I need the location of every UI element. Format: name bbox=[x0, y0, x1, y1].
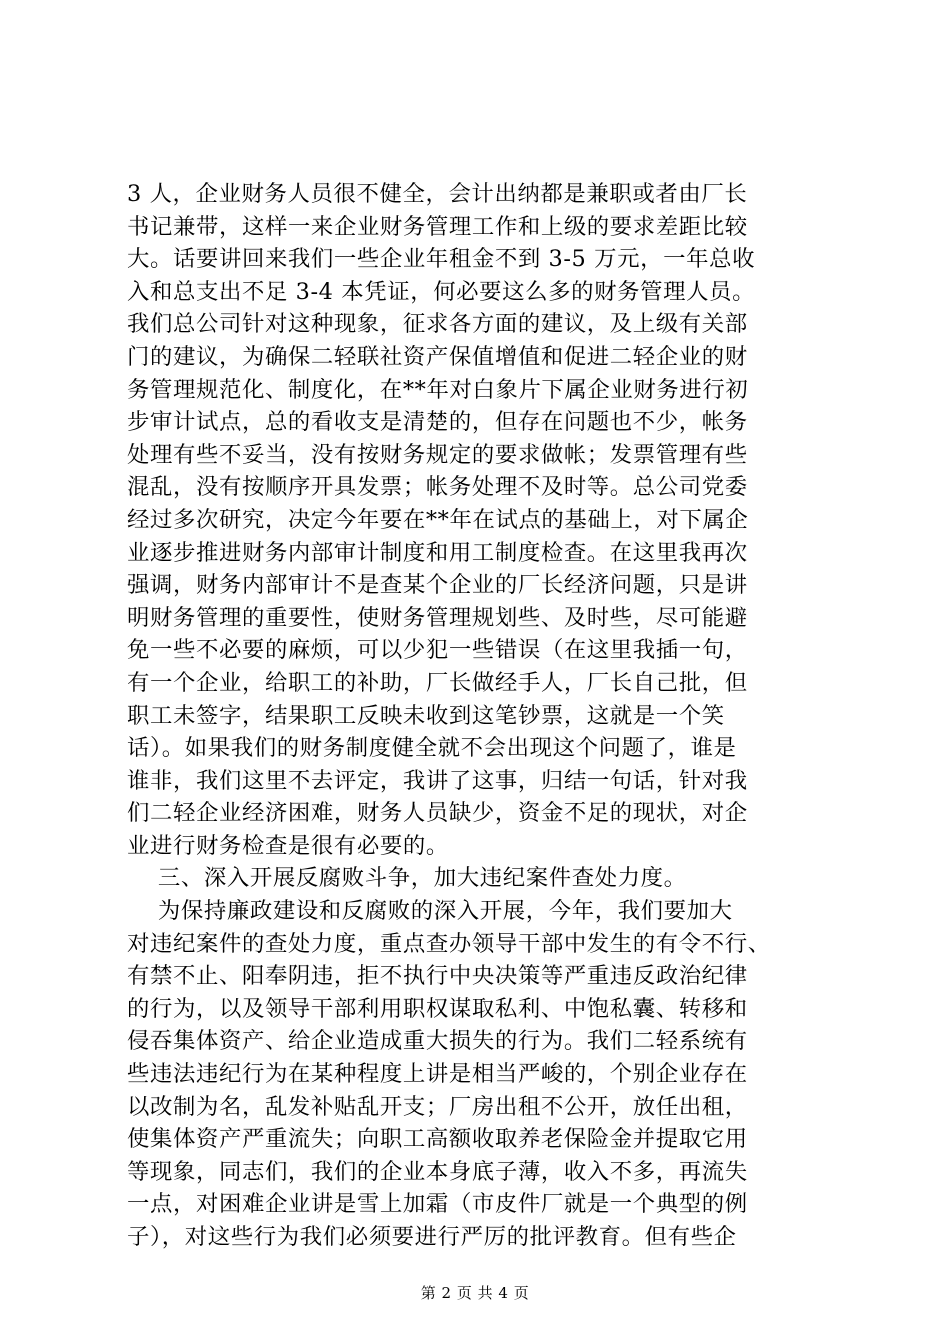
text-line: 子），对这些行为我们必须要进行严厉的批评教育。但有些企 bbox=[127, 1224, 737, 1250]
text-line: 侵吞集体资产、给企业造成重大损失的行为。我们二轻系统有 bbox=[127, 1028, 748, 1055]
text-line: 业逐步推进财务内部审计制度和用工制度检查。在这里我再次 bbox=[127, 539, 748, 566]
page-footer bbox=[0, 1283, 950, 1303]
text-line: 步审计试点，总的看收支是清楚的，但存在问题也不少，帐务 bbox=[127, 409, 748, 436]
text-line: 明财务管理的重要性，使财务管理规划些、及时些，尽可能避 bbox=[127, 604, 748, 631]
text-line: 职工未签字，结果职工反映未收到这笔钞票，这就是一个笑 bbox=[127, 702, 725, 729]
text-line: 有一个企业，给职工的补助，厂长做经手人，厂长自己批，但 bbox=[127, 669, 748, 696]
text-line: 书记兼带，这样一来企业财务管理工作和上级的要求差距比较 bbox=[127, 213, 748, 240]
text-line: 谁非，我们这里不去评定，我讲了这事，归结一句话，针对我 bbox=[127, 767, 748, 794]
page-number: 第 2 页 共 4 页 bbox=[420, 1284, 530, 1302]
text-line: 强调，财务内部审计不是查某个企业的厂长经济问题，只是讲 bbox=[127, 572, 748, 599]
text-line: 话）。如果我们的财务制度健全就不会出现这个问题了，谁是 bbox=[127, 735, 737, 762]
text-line: 以改制为名，乱发补贴乱开支；厂房出租不公开，放任出租， bbox=[127, 1093, 748, 1120]
text-line: 些违法违纪行为在某种程度上讲是相当严峻的，个别企业存在 bbox=[127, 1061, 748, 1088]
text-line: 使集体资产严重流失；向职工高额收取养老保险金并提取它用 bbox=[127, 1126, 748, 1153]
text-line: 经过多次研究，决定今年要在**年在试点的基础上，对下属企 bbox=[127, 506, 749, 533]
text-line: 混乱，没有按顺序开具发票；帐务处理不及时等。总公司党委 bbox=[127, 474, 748, 501]
text-line: 务管理规范化、制度化，在**年对白象片下属企业财务进行初 bbox=[127, 376, 749, 403]
text-line: 有禁不止、阳奉阴违，拒不执行中央决策等严重违反政治纪律 bbox=[127, 963, 748, 990]
text-line: 三、深入开展反腐败斗争，加大违纪案件查处力度。 bbox=[127, 865, 687, 892]
text-line: 等现象，同志们，我们的企业本身底子薄，收入不多，再流失 bbox=[127, 1158, 748, 1185]
text-line: 入和总支出不足 3-4 本凭证，何必要这么多的财务管理人员。 bbox=[127, 278, 756, 305]
text-line: 我们总公司针对这种现象，征求各方面的建议，及上级有关部 bbox=[127, 311, 748, 338]
text-line: 为保持廉政建设和反腐败的深入开展，今年，我们要加大 bbox=[127, 898, 733, 925]
text-line: 免一些不必要的麻烦，可以少犯一些错误（在这里我插一句， bbox=[127, 637, 748, 664]
text-line: 对违纪案件的查处力度，重点查办领导干部中发生的有令不行、 bbox=[127, 930, 771, 957]
text-line: 门的建议，为确保二轻联社资产保值增值和促进二轻企业的财 bbox=[127, 343, 748, 370]
text-line: 们二轻企业经济困难，财务人员缺少，资金不足的现状，对企 bbox=[127, 800, 748, 827]
text-line: 3 人，企业财务人员很不健全，会计出纳都是兼职或者由厂长 bbox=[127, 181, 748, 207]
text-line: 的行为，以及领导干部利用职权谋取私利、中饱私囊、转移和 bbox=[127, 995, 748, 1022]
text-line: 大。话要讲回来我们一些企业年租金不到 3-5 万元，一年总收 bbox=[127, 246, 756, 273]
text-line: 一点，对困难企业讲是雪上加霜（市皮件厂就是一个典型的例 bbox=[127, 1191, 748, 1218]
body-text bbox=[127, 178, 827, 1254]
text-line: 业进行财务检查是很有必要的。 bbox=[127, 832, 449, 859]
text-line: 处理有些不妥当，没有按财务规定的要求做帐；发票管理有些 bbox=[127, 441, 748, 468]
